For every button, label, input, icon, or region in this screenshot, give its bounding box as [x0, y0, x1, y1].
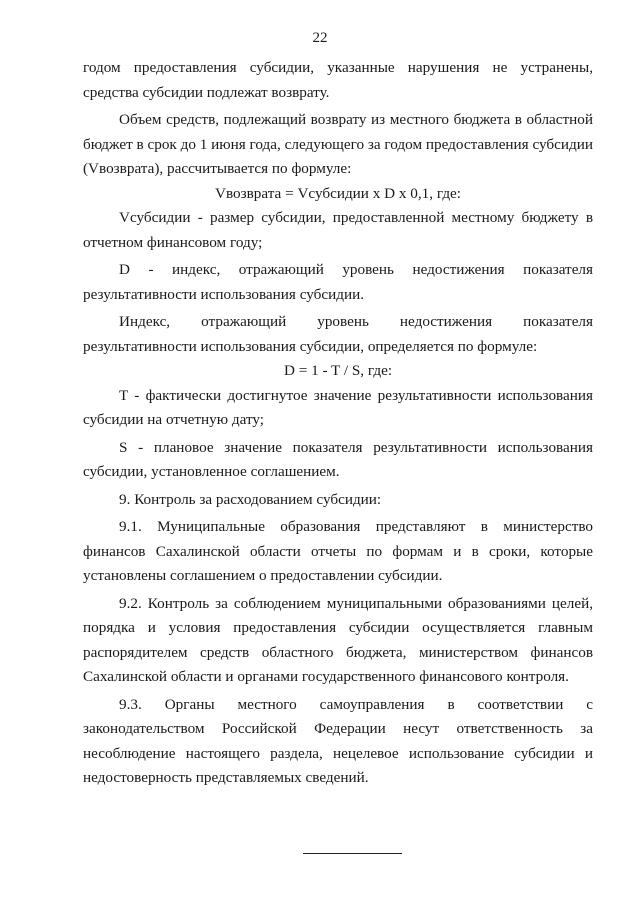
paragraph-9-1: 9.1. Муниципальные образования представляют в министерство финансов Сахалинской области отчеты по формам и в сроки, которые установлены соглашением о предоставлении субсидии.: [83, 518, 593, 584]
paragraph-v-subsidy-definition: Vсубсидии - размер субсидии, предоставленной местному бюджету в отчетном финансовом году;: [83, 209, 593, 251]
paragraph-index-formula-intro: Индекс, отражающий уровень недостижения показателя результативности использования субсидии, определяется по формуле:: [83, 313, 593, 355]
formula-return-volume: Vвозврата = Vсубсидии x D x 0,1, где:: [214, 184, 462, 202]
paragraph-return-volume: Объем средств, подлежащий возврату из местного бюджета в областной бюджет в срок до 1 июня года, следующего за годом предоставления субсидии (Vвозврата), рассчитывается по формуле:: [83, 111, 593, 177]
paragraph-t-definition: T - фактически достигнутое значение результативности использования субсидии на отчетную дату;: [83, 386, 593, 428]
page-number: 22: [312, 30, 328, 46]
document-body: [83, 56, 593, 791]
paragraph-s-definition: S - плановое значение показателя результативности использования субсидии, установленное соглашением.: [83, 438, 593, 480]
paragraph-d-index-definition: D - индекс, отражающий уровень недостижения показателя результативности использования субсидии.: [83, 261, 593, 303]
paragraph-9-3: 9.3. Органы местного самоуправления в соответствии с законодательством Российской Федерации несут ответственность за несоблюдение настоящего раздела, нецелевое использование субсидии и недостоверность представляемых сведений.: [83, 695, 593, 786]
formula-index: D = 1 - T / S, где:: [283, 362, 393, 379]
section-heading-control: 9. Контроль за расходованием субсидии:: [119, 490, 382, 508]
end-separator-line: [303, 853, 402, 854]
paragraph-9-2: 9.2. Контроль за соблюдением муниципальными образованиями целей, порядка и условия предоставления субсидии осуществляется главным распорядителем средств областного бюджета, министерством финансов Сахалинской области и органами государственного финансового контроля.: [83, 594, 593, 685]
paragraph-return-continuation: годом предоставления субсидии, указанные нарушения не устранены, средства субсидии подлежат возврату.: [83, 59, 593, 101]
